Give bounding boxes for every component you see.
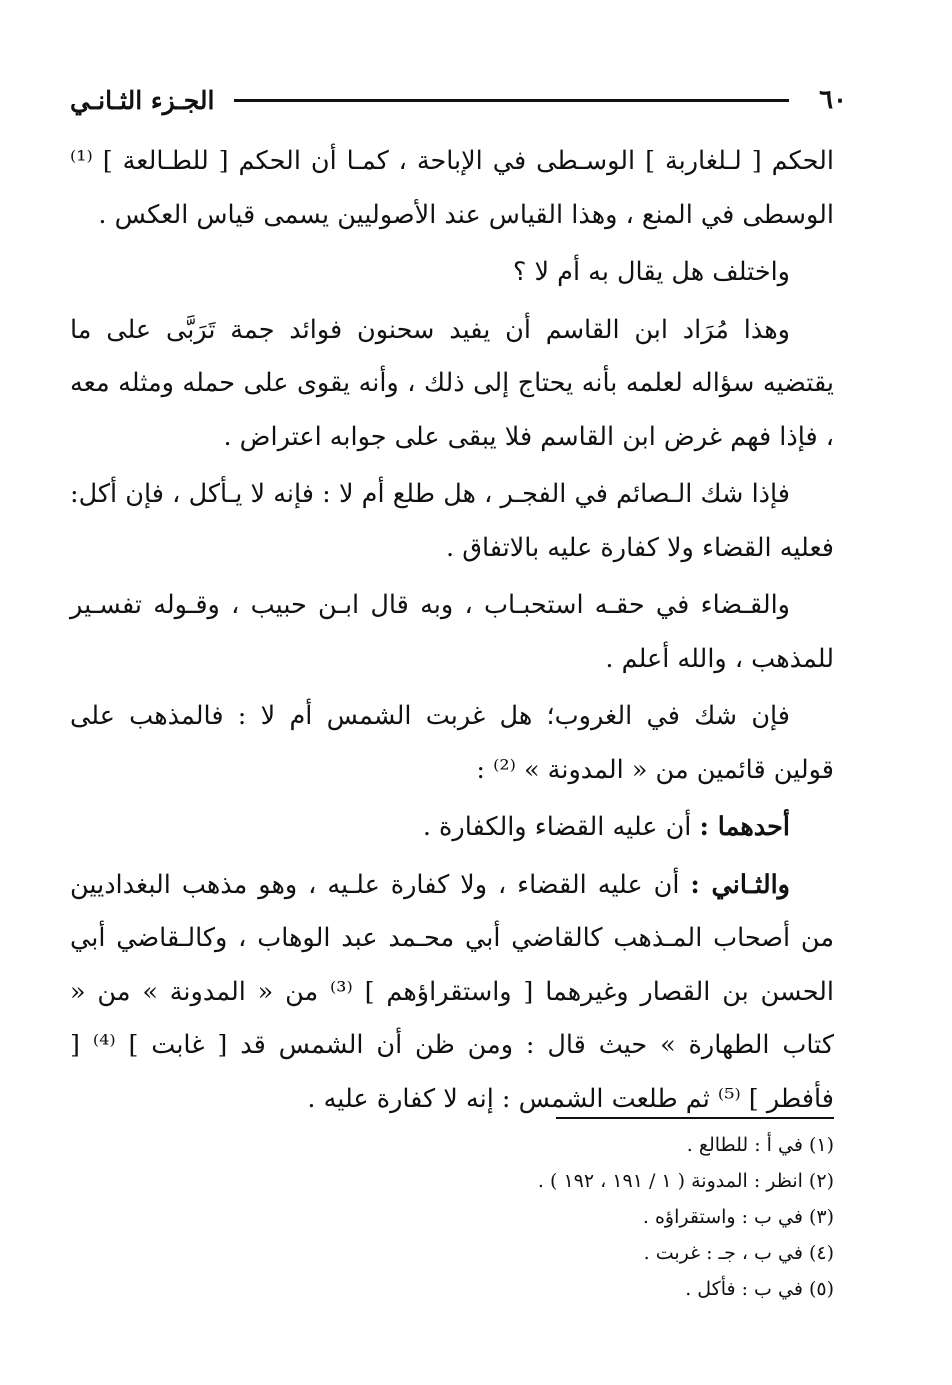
paragraph-lead: أحدهما :	[699, 812, 790, 842]
paragraph	[70, 135, 834, 242]
paragraph-text: فإن شك في الغروب؛ هل غربت الشمس أم لا : فالمذهب على قولين قائمين من « المدونة » ⁽²⁾ :	[70, 701, 834, 785]
footnote: (٥) في ب : فأكل .	[685, 1278, 834, 1300]
paragraph-text: والقـضاء في حقـه استحبـاب ، وبه قال ابـن حبيب ، وقـوله تفسـير للمذهب ، والله أعلم .	[70, 590, 834, 674]
paragraph-lead: والثـاني :	[690, 869, 790, 900]
footnote: (٤) في ب ، جـ : غربت .	[643, 1242, 834, 1264]
main-text	[70, 135, 834, 1130]
paragraph	[70, 859, 834, 1127]
running-title: الجـزء الثـانـي	[70, 85, 215, 115]
paragraph	[70, 304, 834, 465]
paragraph-text: الحكم [ لـلغاربة ] الوسـطى في الإباحة ، كمـا أن الحكم [ للطـالعة ] ⁽¹⁾ الوسطى في المنع ، وهذا القياس عند الأصوليين يسمى قياس العكس .	[70, 146, 834, 230]
paragraph	[70, 468, 834, 575]
paragraph-text: واختلف هل يقال به أم لا ؟	[512, 257, 790, 287]
footnote: (٣) في ب : واستقراؤه .	[642, 1206, 834, 1228]
paragraph-text: فإذا شك الـصائم في الفجـر ، هل طلع أم لا : فإنه لا يـأكل ، فإن أكل: فعليه القضاء ولا كفارة عليه بالاتفاق .	[70, 479, 834, 563]
paragraph	[70, 579, 834, 686]
paragraph-text: أن عليه القضاء ، ولا كفارة علـيه ، وهو مذهب البغداديين من أصحاب المـذهب كالقاضي أبي محـمد عبد الوهاب ، وكالـقاضي أبي الحسن بن القصار وغيرهما [ واستقراؤهم ] ⁽³⁾ من « المدونة » من « كتاب الطهارة » حيث قال : ومن ظن أن الشمس قد [ غابت ] ⁽⁴⁾ [ فأفطر ] ⁽⁵⁾ ثم طلعت الشمس : إنه لا كفارة عليه .	[70, 869, 835, 1114]
paragraph	[70, 690, 834, 797]
footnote: (١) في أ : للطالع .	[686, 1134, 834, 1156]
paragraph-text: أن عليه القضاء والكفارة .	[422, 812, 692, 842]
footnotes	[300, 1127, 834, 1307]
page-number: ٦٠	[819, 85, 847, 115]
footnote: (٢) انظر : المدونة ( ١ / ١٩١ ، ١٩٢ ) .	[537, 1170, 834, 1192]
paragraph	[70, 801, 834, 855]
paragraph-text: وهذا مُرَاد ابن القاسم أن يفيد سحنون فوائد جمة تَرَبَّى على ما يقتضيه سؤاله لعلمه بأنه يحتاج إلى ذلك ، وأنه يقوى على حمله ومثله معه ، فإذا فهم غرض ابن القاسم فلا يبقى على جوابه اعتراض .	[70, 314, 834, 452]
header-rule	[234, 99, 789, 102]
paragraph	[70, 246, 834, 300]
footnote-rule	[556, 1117, 834, 1119]
page-header	[70, 80, 847, 120]
